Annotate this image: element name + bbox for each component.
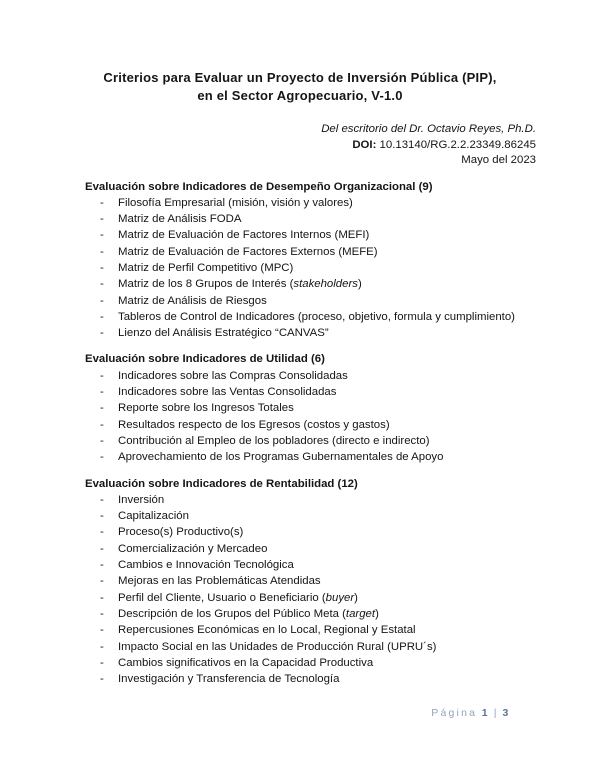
- evaluation-section: [85, 476, 536, 688]
- list-item: [85, 368, 536, 384]
- list-item-text: [118, 276, 536, 292]
- dash-bullet: -: [100, 196, 104, 209]
- text-segment: Lienzo del Análisis Estratégico “CANVAS”: [118, 327, 329, 340]
- criteria-list: [85, 492, 536, 688]
- dash-bullet: -: [100, 310, 104, 323]
- text-segment: Cambios significativos en la Capacidad Productiva: [118, 656, 374, 669]
- dash-bullet: -: [100, 510, 104, 523]
- list-item-text: [118, 260, 536, 276]
- text-segment: Inversión: [118, 493, 165, 506]
- footer-separator: |: [493, 707, 499, 719]
- dash-bullet: -: [100, 213, 104, 226]
- list-item: [85, 260, 536, 276]
- list-item: [85, 655, 536, 671]
- document-meta-block: [0, 122, 600, 169]
- list-item: [85, 492, 536, 508]
- italic-term: target: [345, 607, 376, 620]
- text-segment: Matriz de Análisis de Riesgos: [118, 294, 267, 307]
- page-footer: [431, 707, 510, 719]
- text-segment: Repercusiones Económicas en lo Local, Regional y Estatal: [118, 624, 416, 637]
- list-item: [85, 606, 536, 622]
- list-item-text: [118, 655, 536, 671]
- list-item-text: [118, 492, 536, 508]
- italic-term: stakeholders: [293, 278, 358, 291]
- dash-bullet: -: [100, 386, 104, 399]
- list-item: [85, 417, 536, 433]
- text-segment: Matriz de Evaluación de Factores Internos (MEFI): [118, 229, 370, 242]
- document-title: [0, 69, 600, 104]
- text-segment: Mejoras en las Problemáticas Atendidas: [118, 575, 321, 588]
- text-segment: Matriz de Evaluación de Factores Externos (MEFE): [118, 245, 378, 258]
- list-item-text: [118, 211, 536, 227]
- list-item: [85, 590, 536, 606]
- text-segment: Comercialización y Mercadeo: [118, 542, 268, 555]
- list-item-text: [118, 573, 536, 589]
- section-heading: Evaluación sobre Indicadores de Utilidad (6): [85, 353, 325, 366]
- text-segment: Matriz de los 8 Grupos de Interés (: [118, 278, 294, 291]
- text-segment: Contribución al Empleo de los pobladores (directo e indirecto): [118, 434, 430, 447]
- dash-bullet: -: [100, 526, 104, 539]
- dash-bullet: -: [100, 261, 104, 274]
- criteria-list: [85, 368, 536, 466]
- text-segment: ): [354, 591, 358, 604]
- text-segment: Impacto Social en las Unidades de Producción Rural (UPRU´s): [118, 640, 437, 653]
- doi-value: 10.13140/RG.2.2.23349.86245: [379, 138, 536, 151]
- dash-bullet: -: [100, 591, 104, 604]
- list-item-text: [118, 417, 536, 433]
- text-segment: Perfil del Cliente, Usuario o Beneficiario (: [118, 591, 326, 604]
- doi-line: [0, 138, 536, 154]
- list-item: [85, 276, 536, 292]
- list-item: [85, 557, 536, 573]
- list-item-text: [118, 384, 536, 400]
- text-segment: Reporte sobre los Ingresos Totales: [118, 402, 294, 415]
- list-item: [85, 671, 536, 687]
- list-item: [85, 244, 536, 260]
- list-item-text: [118, 433, 536, 449]
- list-item-text: [118, 195, 536, 211]
- list-item-text: [118, 557, 536, 573]
- list-item: [85, 622, 536, 638]
- dash-bullet: -: [100, 418, 104, 431]
- list-item-text: [118, 325, 536, 341]
- list-item-text: [118, 309, 536, 325]
- list-item-text: [118, 590, 536, 606]
- dash-bullet: -: [100, 278, 104, 291]
- text-segment: Filosofía Empresarial (misión, visión y valores): [118, 196, 353, 209]
- criteria-list: [85, 195, 536, 342]
- text-segment: Indicadores sobre las Compras Consolidadas: [118, 369, 348, 382]
- text-segment: Matriz de Análisis FODA: [118, 213, 242, 226]
- title-line-2: en el Sector Agropecuario, V-1.0: [197, 87, 403, 103]
- list-item: [85, 541, 536, 557]
- list-item: [85, 449, 536, 465]
- list-item-text: [118, 293, 536, 309]
- list-item: [85, 639, 536, 655]
- text-segment: Descripción de los Grupos del Público Meta (: [118, 607, 346, 620]
- author-byline: Del escritorio del Dr. Octavio Reyes, Ph.D.: [321, 123, 536, 135]
- section-heading: Evaluación sobre Indicadores de Rentabilidad (12): [85, 477, 358, 490]
- text-segment: Cambios e Innovación Tecnológica: [118, 559, 294, 572]
- dash-bullet: -: [100, 369, 104, 382]
- section-heading: Evaluación sobre Indicadores de Desempeño Organizacional (9): [85, 180, 433, 193]
- evaluation-section: [85, 179, 536, 342]
- list-item: [85, 211, 536, 227]
- list-item-text: [118, 622, 536, 638]
- dash-bullet: -: [100, 294, 104, 307]
- list-item: [85, 309, 536, 325]
- text-segment: ): [375, 607, 379, 620]
- list-item: [85, 573, 536, 589]
- dash-bullet: -: [100, 575, 104, 588]
- dash-bullet: -: [100, 656, 104, 669]
- text-segment: Investigación y Transferencia de Tecnología: [118, 673, 340, 686]
- list-item-text: [118, 508, 536, 524]
- date-line: Mayo del 2023: [461, 154, 536, 166]
- dash-bullet: -: [100, 624, 104, 637]
- evaluation-section: [85, 351, 536, 465]
- text-segment: ): [357, 278, 362, 291]
- text-segment: Tableros de Control de Indicadores (proceso, objetivo, formula y cumplimiento): [118, 310, 515, 323]
- text-segment: Matriz de Perfil Competitivo (MPC): [118, 261, 294, 274]
- footer-page-number: 1: [481, 707, 490, 719]
- list-item-text: [118, 400, 536, 416]
- dash-bullet: -: [100, 559, 104, 572]
- text-segment: Aprovechamiento de los Programas Gubernamentales de Apoyo: [118, 451, 444, 464]
- text-segment: Indicadores sobre las Ventas Consolidadas: [118, 386, 337, 399]
- list-item: [85, 195, 536, 211]
- list-item-text: [118, 671, 536, 687]
- list-item: [85, 325, 536, 341]
- list-item: [85, 400, 536, 416]
- list-item-text: [118, 524, 536, 540]
- dash-bullet: -: [100, 607, 104, 620]
- sections-container: [0, 179, 600, 688]
- title-line-1: Criterios para Evaluar un Proyecto de Inversión Pública (PIP),: [103, 70, 497, 85]
- italic-term: buyer: [325, 591, 355, 604]
- doi-label: DOI:: [352, 138, 377, 151]
- list-item: [85, 524, 536, 540]
- text-segment: Resultados respecto de los Egresos (costos y gastos): [118, 418, 390, 431]
- list-item: [85, 433, 536, 449]
- list-item: [85, 508, 536, 524]
- dash-bullet: -: [100, 327, 104, 340]
- list-item-text: [118, 368, 536, 384]
- dash-bullet: -: [100, 542, 104, 555]
- list-item-text: [118, 227, 536, 243]
- list-item-text: [118, 606, 536, 622]
- dash-bullet: -: [100, 493, 104, 506]
- list-item-text: [118, 541, 536, 557]
- dash-bullet: -: [100, 402, 104, 415]
- footer-page-total: 3: [502, 707, 510, 719]
- dash-bullet: -: [100, 673, 104, 686]
- text-segment: Capitalización: [118, 510, 189, 523]
- list-item-text: [118, 639, 536, 655]
- dash-bullet: -: [100, 245, 104, 258]
- list-item: [85, 227, 536, 243]
- text-segment: Proceso(s) Productivo(s): [118, 526, 244, 539]
- dash-bullet: -: [100, 640, 104, 653]
- dash-bullet: -: [100, 451, 104, 464]
- dash-bullet: -: [100, 229, 104, 242]
- list-item-text: [118, 244, 536, 260]
- dash-bullet: -: [100, 434, 104, 447]
- footer-page-label: Página: [431, 707, 478, 719]
- list-item-text: [118, 449, 536, 465]
- list-item: [85, 384, 536, 400]
- list-item: [85, 293, 536, 309]
